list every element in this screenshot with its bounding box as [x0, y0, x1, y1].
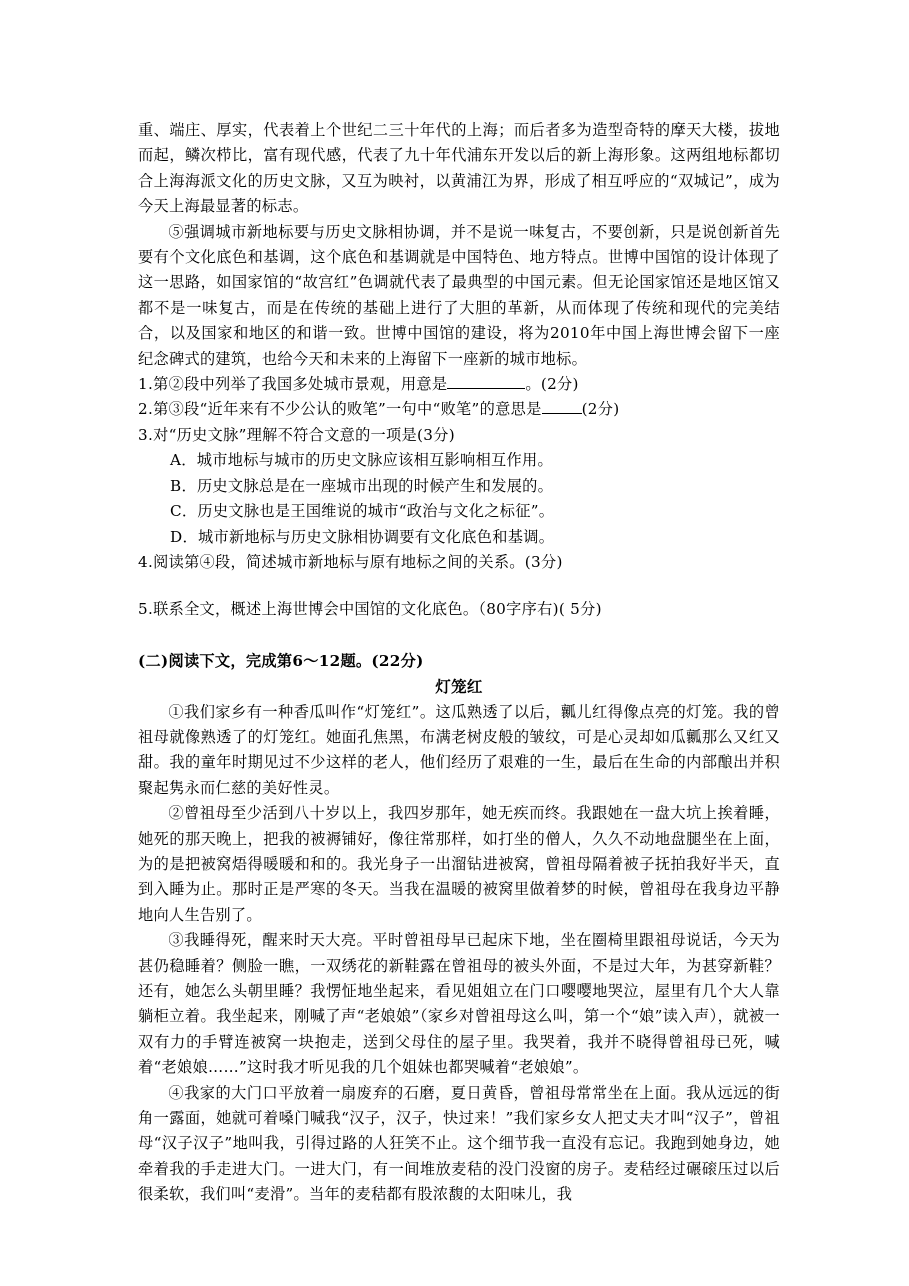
paragraph-continued: 重、端庄、厚实，代表着上个世纪二三十年代的上海；而后者多为造型奇特的摩天大楼，拔地而起，鳞次栉比，富有现代感，代表了九十年代浦东开发以后的新上海形象。这两组地标都切合上海海派文化的历史文脉，又互为映衬，以黄浦江为界，形成了相互呼应的“双城记”，成为今天上海最显著的标志。	[138, 121, 780, 216]
document-page	[138, 118, 780, 1208]
question-2	[138, 397, 780, 422]
article-paragraph-3: ③我睡得死，醒来时天大亮。平时曾祖母早已起床下地，坐在圈椅里跟祖母说话，今天为甚仍稳睡着？侧脸一瞧，一双绣花的新鞋露在曾祖母的被头外面，不是过大年，为甚穿新鞋？还有，她怎么头朝里睡？我愣怔地坐起来，看见姐姐立在门口嘤嘤地哭泣，屋里有几个大人靠躺柜立着。我坐起来，刚喊了声“老娘娘”（家乡对曾祖母这么叫，第一个“娘”读入声），就被一双有力的手臂连被窝一块抱走，送到父母住的屋子里。我哭着，我并不晓得曾祖母已死，喊着“老娘娘……”这时我才听见我的几个姐妹也都哭喊着“老娘娘”。	[138, 931, 780, 1077]
article-paragraph-2: ②曾祖母至少活到八十岁以上，我四岁那年，她无疾而终。我跟她在一盘大坑上挨着睡，她死的那天晚上，把我的被褥铺好，像往常那样，如打坐的僧人，久久不动地盘腿坐在上面，为的是把被窝焐得暖暖和和的。我光身子一出溜钻进被窝，曾祖母隔着被子抚拍我好半天，直到入睡为止。那时正是严寒的冬天。当我在温暖的被窝里做着梦的时候，曾祖母在我身边平静地向人生告别了。	[138, 804, 780, 924]
section-heading: (二)阅读下文，完成第6～12题。(22分)	[138, 651, 424, 670]
question-3: 3.对“历史文脉”理解不符合文意的一项是(3分)	[138, 425, 455, 444]
answer-blank-1[interactable]	[447, 374, 525, 389]
article-title: 灯笼红	[435, 677, 483, 697]
question-4: 4.阅读第④段，简述城市新地标与原有地标之间的关系。(3分)	[138, 552, 563, 571]
option-d: D．城市新地标与历史文脉相协调要有文化底色和基调。	[170, 527, 555, 546]
question-2-points: (2分)	[581, 400, 620, 419]
article-paragraph-1: ①我们家乡有一种香瓜叫作“灯笼红”。这瓜熟透了以后，瓤儿红得像点亮的灯笼。我的曾祖母就像熟透了的灯笼红。她面孔焦黑，布满老树皮般的皱纹，可是心灵却如瓜瓤那么又红又甜。我的童年时期见过不少这样的老人，他们经历了艰难的一生，最后在生命的内部酿出并积聚起隽永而仁慈的美好性灵。	[138, 702, 780, 797]
answer-blank-2[interactable]	[542, 399, 582, 414]
option-a: A．城市地标与城市的历史文脉应该相互影响相互作用。	[170, 451, 553, 470]
article-paragraph-4: ④我家的大门口平放着一扇废弃的石磨，夏日黄昏，曾祖母常常坐在上面。我从远远的街角一露面，她就可着嗓门喊我“汉子，汉子，快过来！”我们家乡女人把丈夫才叫“汉子”，曾祖母“汉子汉子”地叫我，引得过路的人狂笑不止。这个细节我一直没有忘记。我跑到她身边，她牵着我的手走进大门。一进大门，有一间堆放麦秸的没门没窗的房子。麦秸经过碾磙压过以后很柔软，我们叫“麦滑”。当年的麦秸都有股浓馥的太阳味儿，我	[138, 1083, 780, 1204]
question-1	[138, 372, 780, 397]
option-c: C．历史文脉也是王国维说的城市“政治与文化之标征”。	[170, 502, 555, 521]
question-1-text: 1.第②段中列举了我国多处城市景观，用意是	[138, 375, 448, 394]
question-5: 5.联系全文，概述上海世博会中国馆的文化底色。（80字序右)( 5分)	[138, 600, 602, 619]
option-b: B．历史文脉总是在一座城市出现的时候产生和发展的。	[170, 476, 554, 495]
question-2-text: 2.第③段“近年来有不少公认的败笔”一句中“败笔”的意思是	[138, 400, 542, 419]
question-1-points: 。(2分)	[525, 375, 579, 394]
paragraph-5: ⑤强调城市新地标要与历史文脉相协调，并不是说一味复古，不要创新，只是说创新首先要有个文化底色和基调，这个底色和基调就是中国特色、地方特点。世博中国馆的设计体现了这一思路，如国家馆的“故宫红”色调就代表了最典型的中国元素。但无论国家馆还是地区馆又都不是一味复古，而是在传统的基础上进行了大胆的革新，从而体现了传统和现代的完美结合，以及国家和地区的和谐一致。世博中国馆的建设，将为2010年中国上海世博会留下一座纪念碑式的建筑，也给今天和未来的上海留下一座新的城市地标。	[138, 222, 780, 368]
